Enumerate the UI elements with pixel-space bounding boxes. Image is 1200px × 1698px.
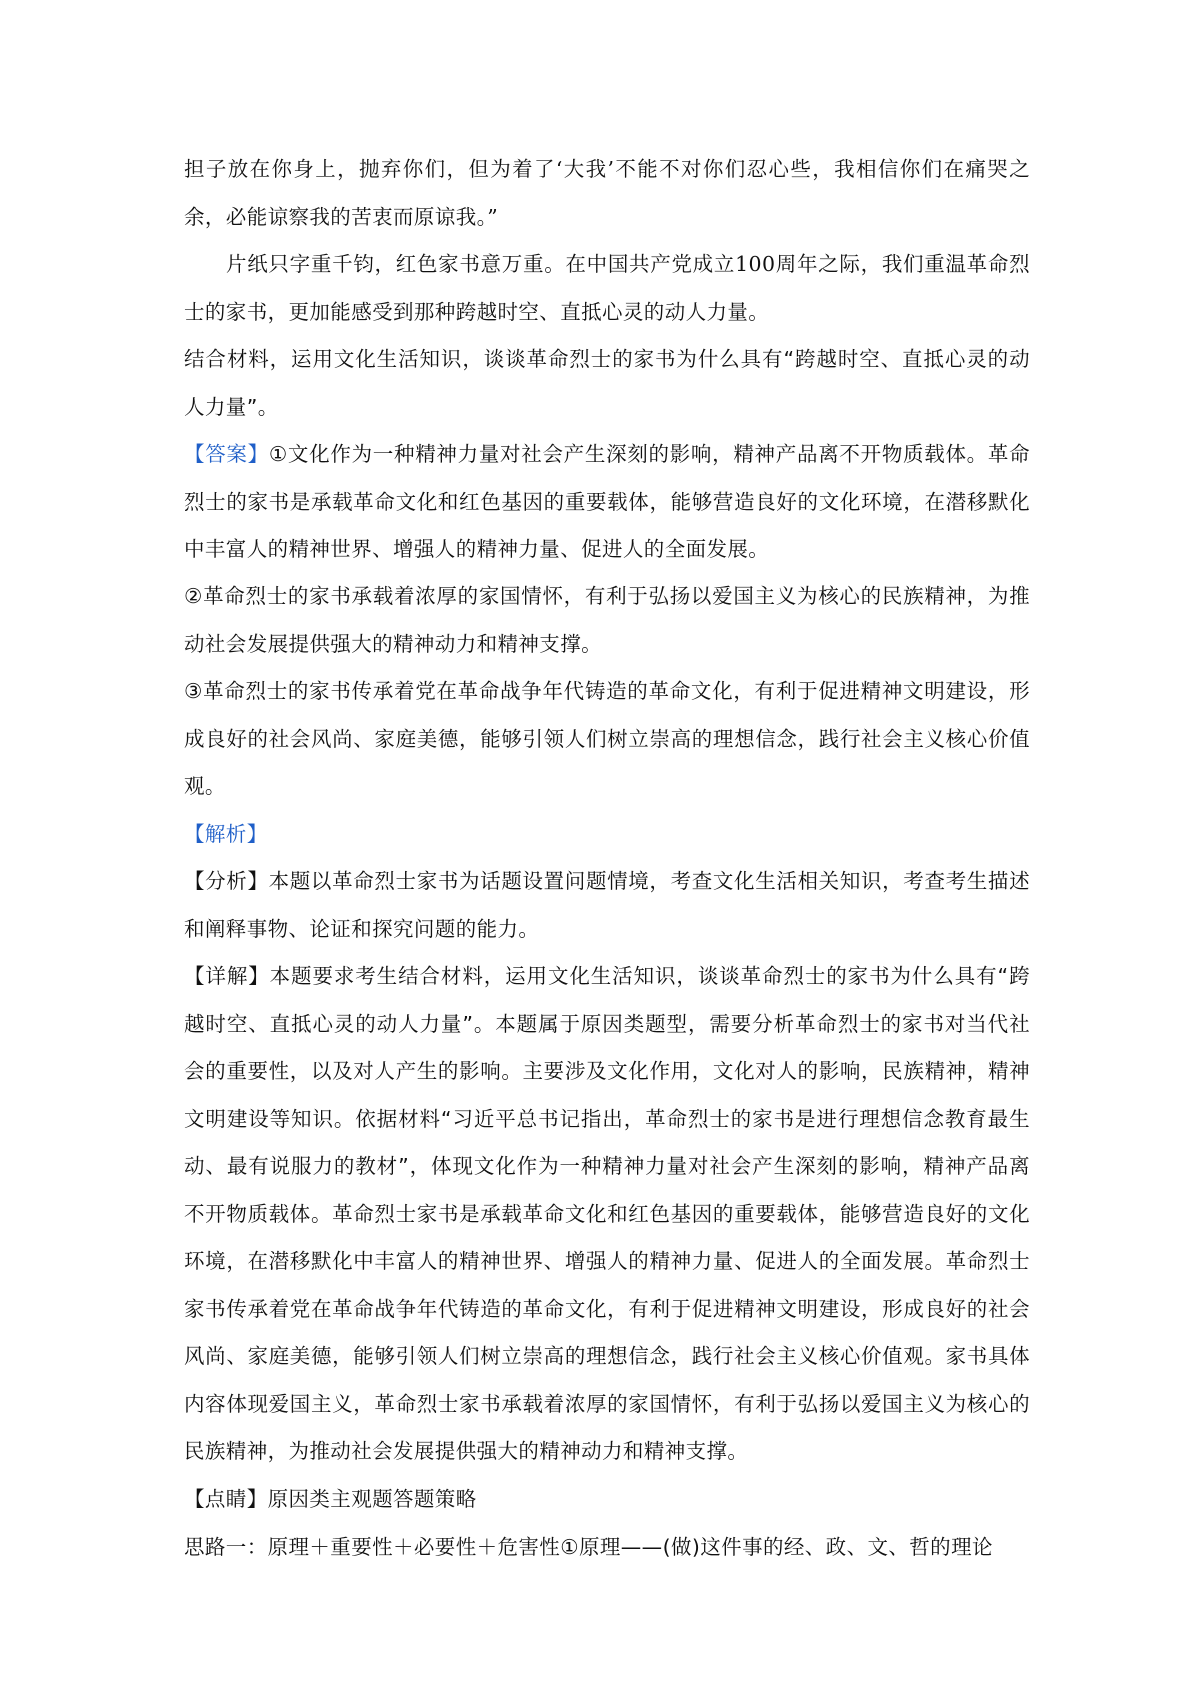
- quote-commentary: 片纸只字重千钧，红色家书意万重。在中国共产党成立100周年之际，我们重温革命烈士的家书，更加能感受到那种跨越时空、直抵心灵的动人力量。: [184, 252, 1030, 324]
- xiangjie-text: 本题要求考生结合材料，运用文化生活知识，谈谈革命烈士的家书为什么具有“跨越时空、直抵心灵的动人力量”。本题属于原因类题型，需要分析革命烈士的家书对当代社会的重要性，以及对人产生的影响。主要涉及文化作用，文化对人的影响，民族精神，精神文明建设等知识。依据材料“习近平总书记指出，革命烈士的家书是进行理想信念教育最生动、最有说服力的教材”，体现文化作为一种精神力量对社会产生深刻的影响，精神产品离不开物质载体。革命烈士家书是承载革命文化和红色基因的重要载体，能够营造良好的文化环境，在潜移默化中丰富人的精神世界、增强人的精神力量、促进人的全面发展。革命烈士家书传承着党在革命战争年代铸造的革命文化，有利于促进精神文明建设，形成良好的社会风尚、家庭美德，能够引领人们树立崇高的理想信念，践行社会主义核心价值观。家书具体内容体现爱国主义，革命烈士家书承载着浓厚的家国情怀，有利于弘扬以爱国主义为核心的民族精神，为推动社会发展提供强大的精神动力和精神支撑。: [184, 964, 1030, 1463]
- answer-tag: 【答案】: [184, 442, 269, 466]
- dianjing-tag: 【点睛】: [184, 1487, 268, 1511]
- answer-point-1: [184, 431, 1030, 574]
- fenxi-text: 本题以革命烈士家书为话题设置问题情境，考查文化生活相关知识，考查考生描述和阐释事物、论证和探究问题的能力。: [184, 869, 1030, 941]
- question-text: 结合材料，运用文化生活知识，谈谈革命烈士的家书为什么具有“跨越时空、直抵心灵的动人力量”。: [184, 347, 1030, 419]
- quote-letter-ending: 担子放在你身上，抛弃你们，但为着了‘大我’不能不对你们忍心些，我相信你们在痛哭之余，必能谅察我的苦衷而原谅我。”: [184, 157, 1030, 229]
- answer-point-3: ③革命烈士的家书传承着党在革命战争年代铸造的革命文化，有利于促进精神文明建设，形成良好的社会风尚、家庭美德，能够引领人们树立崇高的理想信念，践行社会主义核心价值观。: [184, 679, 1030, 798]
- dianjing-text: 原因类主观题答题策略: [267, 1487, 477, 1511]
- analysis-xiangjie: [184, 953, 1030, 1476]
- fenxi-tag: 【分析】: [184, 869, 269, 893]
- xiangjie-tag: 【详解】: [184, 964, 270, 988]
- analysis-tag: 【解析】: [184, 822, 268, 846]
- analysis-dianjing: [184, 1476, 1030, 1524]
- analysis-fenxi: [184, 858, 1030, 953]
- answer-point-1-text: ①文化作为一种精神力量对社会产生深刻的影响，精神产品离不开物质载体。革命烈士的家书是承载革命文化和红色基因的重要载体，能够营造良好的文化环境，在潜移默化中丰富人的精神世界、增强人的精神力量、促进人的全面发展。: [184, 442, 1030, 561]
- answer-point-2: ②革命烈士的家书承载着浓厚的家国情怀，有利于弘扬以爱国主义为核心的民族精神，为推动社会发展提供强大的精神动力和精神支撑。: [184, 584, 1030, 656]
- analysis-silu: 思路一：原理＋重要性＋必要性＋危害性①原理——(做)这件事的经、政、文、哲的理论: [184, 1535, 993, 1559]
